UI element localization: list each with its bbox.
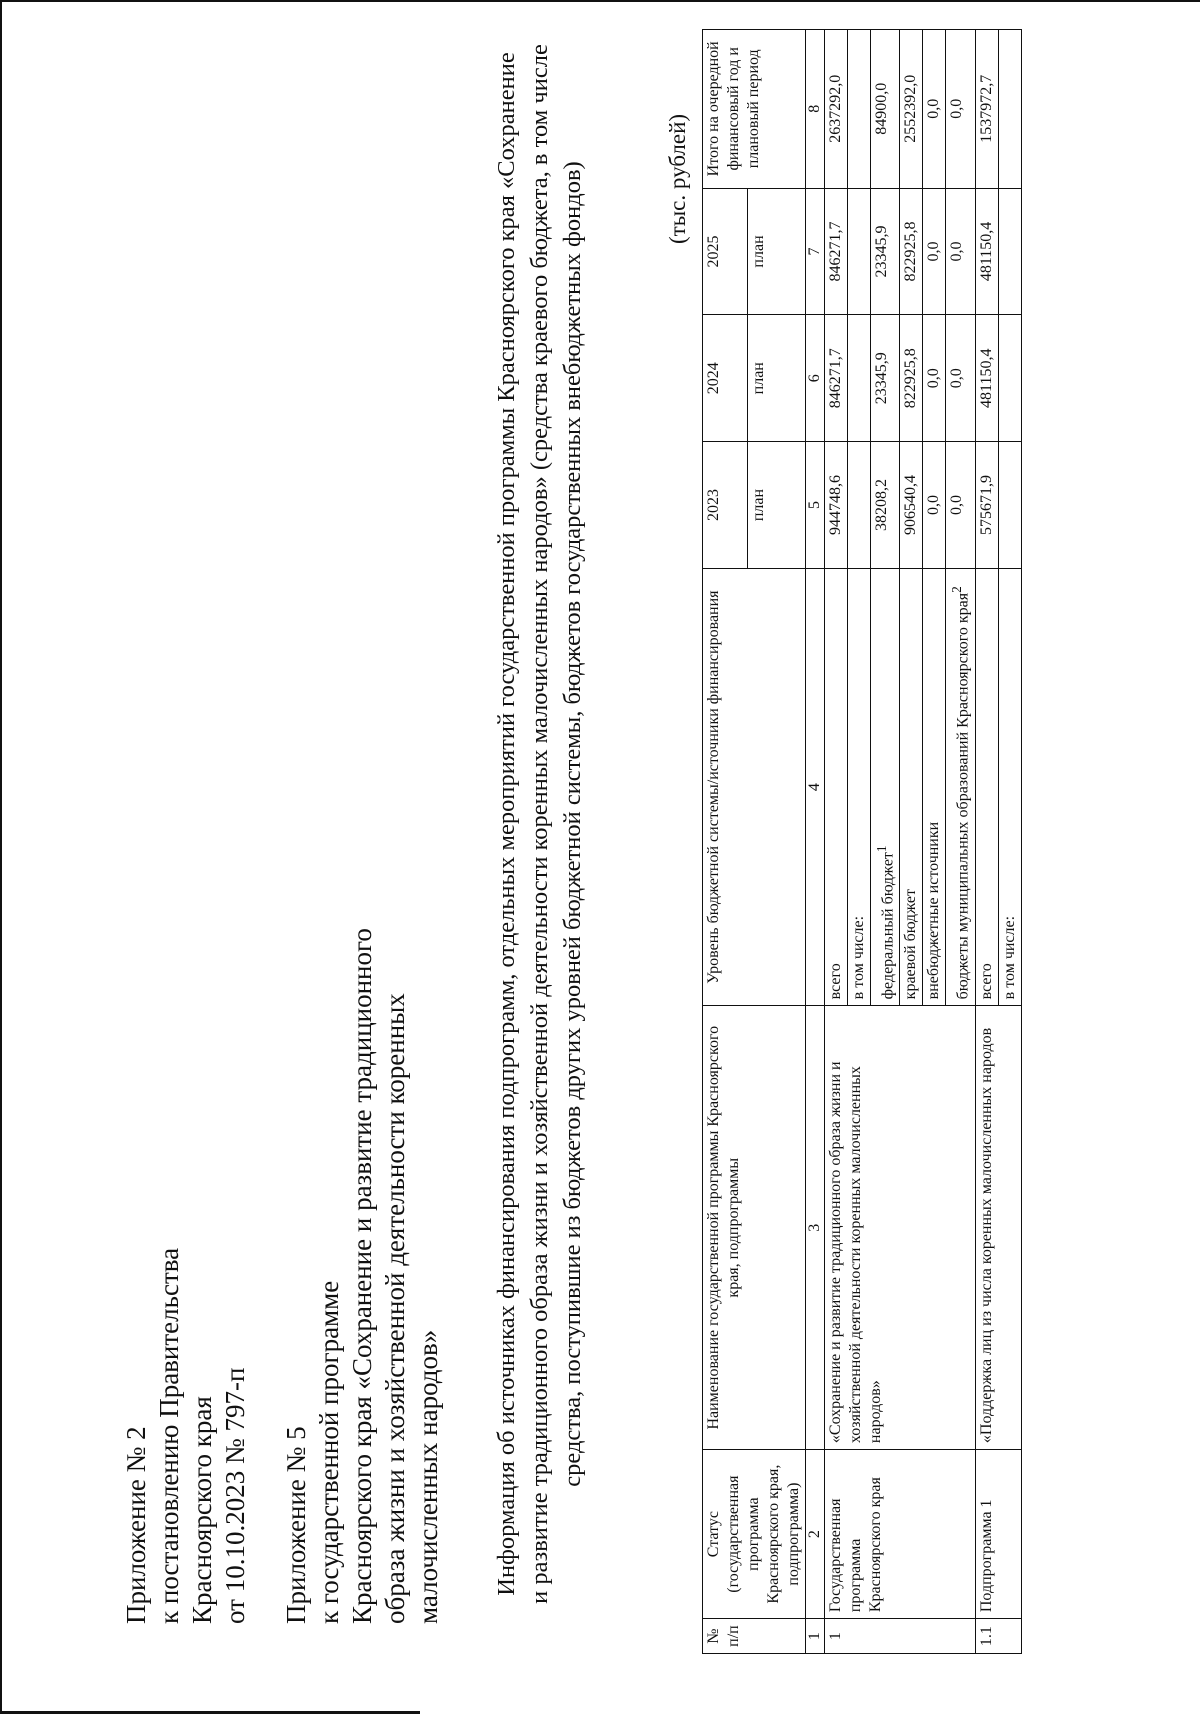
value-total: 0,0 <box>946 30 975 189</box>
column-number: 3 <box>806 1006 825 1450</box>
column-number: 8 <box>806 30 825 189</box>
header-line: к постановлению Правительства <box>154 1247 184 1624</box>
value-2024: 0,0 <box>923 315 946 442</box>
row-level: в том числе: <box>848 568 871 1005</box>
col-header-plan: план <box>748 315 806 442</box>
value-2024: 481150,4 <box>975 315 998 442</box>
value-2023: 0,0 <box>946 442 975 569</box>
col-header-total: Итого на очередной финансовый год и плановый период <box>703 30 806 189</box>
value-2025 <box>998 188 1021 315</box>
unit-label: (тыс. рублей) <box>665 113 690 244</box>
value-2023: 575671,9 <box>975 442 998 569</box>
col-header-level: Уровень бюджетной системы/источники финансирования <box>703 568 806 1005</box>
value-2024 <box>848 315 871 442</box>
value-2023: 0,0 <box>923 442 946 569</box>
value-total: 2552392,0 <box>900 30 923 189</box>
header-line: Красноярского края <box>187 1396 217 1624</box>
value-total <box>848 30 871 189</box>
value-2025: 846271,7 <box>825 188 848 315</box>
header-line: от 10.10.2023 № 797-п <box>220 1367 250 1624</box>
column-number: 1 <box>806 1619 825 1654</box>
col-header-name: Наименование государственной программы Красноярского края, подпрограммы <box>703 1006 806 1450</box>
value-2023 <box>848 442 871 569</box>
row-num: 1.1 <box>975 1619 1021 1654</box>
row-name: «Сохранение и развитие традиционного образа жизни и хозяйственной деятельности коренных малочисленных народов» <box>825 1006 976 1450</box>
row-level <box>946 568 975 1005</box>
column-number: 4 <box>806 568 825 1005</box>
financing-table <box>702 29 1022 1654</box>
value-total: 2637292,0 <box>825 30 848 189</box>
row-status: Подпрограмма 1 <box>975 1450 1021 1619</box>
value-2024: 0,0 <box>946 315 975 442</box>
value-total: 84900,0 <box>871 30 900 189</box>
row-level: всего <box>825 568 848 1005</box>
row-status: Государственная программа Красноярского края <box>825 1450 976 1619</box>
column-number-row <box>806 30 825 1654</box>
level-text: федеральный бюджет <box>879 852 897 1000</box>
header-line: Красноярского края «Сохранение и развитие традиционного образа жизни и хозяйственной деятельности коренных малочисленных народов» <box>347 928 443 1624</box>
col-header-num: № п/п <box>703 1619 806 1654</box>
value-2023 <box>998 442 1021 569</box>
value-2023: 38208,2 <box>871 442 900 569</box>
value-2023: 906540,4 <box>900 442 923 569</box>
row-level: краевой бюджет <box>900 568 923 1005</box>
col-header-status: Статус (государственная программа Красноярского края, подпрограмма) <box>703 1450 806 1619</box>
col-header-plan: план <box>748 442 806 569</box>
row-level: внебюджетные источники <box>923 568 946 1005</box>
value-2024: 822925,8 <box>900 315 923 442</box>
row-level <box>871 568 900 1005</box>
table-row <box>825 30 848 1654</box>
table-row <box>975 30 998 1654</box>
col-header-2025: 2025 <box>703 188 748 315</box>
row-name: «Поддержка лиц из числа коренных малочисленных народов <box>975 1006 1021 1450</box>
value-2025 <box>848 188 871 315</box>
col-header-2024: 2024 <box>703 315 748 442</box>
row-level: всего <box>975 568 998 1005</box>
value-2023: 944748,6 <box>825 442 848 569</box>
column-number: 6 <box>806 315 825 442</box>
level-text: бюджеты муниципальных образований Красноярского края <box>954 592 972 1000</box>
column-number: 7 <box>806 188 825 315</box>
value-total: 1537972,7 <box>975 30 998 189</box>
row-level: в том числе: <box>998 568 1021 1005</box>
col-header-plan: план <box>748 188 806 315</box>
value-total: 0,0 <box>923 30 946 189</box>
header-line: Приложение № 2 <box>121 1426 151 1624</box>
value-2025: 23345,9 <box>871 188 900 315</box>
row-num: 1 <box>825 1619 976 1654</box>
column-number: 2 <box>806 1450 825 1619</box>
col-header-2023: 2023 <box>703 442 748 569</box>
header-line: Приложение № 5 <box>281 1426 311 1624</box>
document-title: Информация об источниках финансирования подпрограмм, отдельных мероприятий государственной программы Красноярского края «Сохранение и развитие традиционного образа жизни и хозяйственной деятельности коренных малочисленных народов» (средства краевого бюджета, в том числе средства, поступившие из бюджетов других уровней бюджетной системы, бюджетов государственных внебюджетных фондов) <box>493 44 586 1604</box>
value-2024: 23345,9 <box>871 315 900 442</box>
value-2025: 822925,8 <box>900 188 923 315</box>
footnote-mark: 2 <box>949 586 965 593</box>
value-2025: 0,0 <box>923 188 946 315</box>
footnote-mark: 1 <box>874 845 889 853</box>
header-line: к государственной программе <box>314 1280 344 1624</box>
value-2024: 846271,7 <box>825 315 848 442</box>
table-header-row <box>703 30 748 1654</box>
column-number: 5 <box>806 442 825 569</box>
value-2025: 481150,4 <box>975 188 998 315</box>
appendix-header-decree <box>120 1248 252 1624</box>
value-2024 <box>998 315 1021 442</box>
value-2025: 0,0 <box>946 188 975 315</box>
appendix-header-program <box>280 864 445 1624</box>
value-total <box>998 30 1021 189</box>
